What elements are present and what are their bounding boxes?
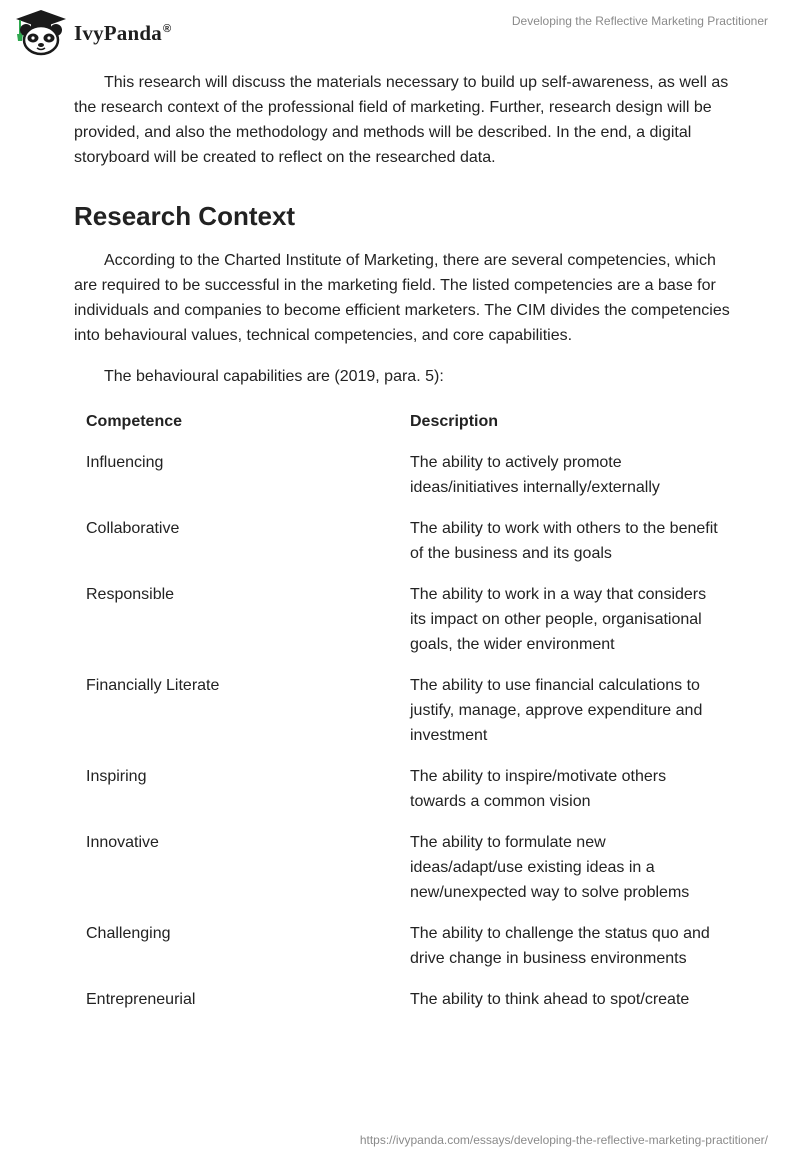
table-header-row xyxy=(74,403,734,442)
table-row xyxy=(74,756,734,822)
competencies-table xyxy=(74,403,734,1020)
description-cell: The ability to actively promote ideas/initiatives internally/externally xyxy=(410,454,660,496)
competence-cell: Challenging xyxy=(86,925,171,942)
essay-content xyxy=(74,70,734,1020)
description-cell: The ability to formulate new ideas/adapt/use existing ideas in a new/unexpected way to solve problems xyxy=(410,834,690,901)
intro-paragraph: This research will discuss the materials necessary to build up self-awareness, as well as the research context of the professional field of marketing. Further, research design will be provided, and also the methodology and methods will be described. In the end, a digital storyboard will be created to reflect on the researched data. xyxy=(74,74,729,166)
running-title: Developing the Reflective Marketing Practitioner xyxy=(511,14,768,28)
description-cell: The ability to challenge the status quo and drive change in business environments xyxy=(410,925,710,967)
table-row xyxy=(74,913,734,979)
description-cell: The ability to work in a way that considers its impact on other people, organisational goals, the wider environment xyxy=(410,586,707,653)
logo-wordmark xyxy=(74,21,171,46)
logo-wordmark-text: IvyPanda xyxy=(74,20,162,45)
competence-cell: Innovative xyxy=(86,834,159,851)
table-row xyxy=(74,442,734,508)
description-cell: The ability to use financial calculations to justify, manage, approve expenditure and investment xyxy=(410,677,703,744)
competence-cell: Entrepreneurial xyxy=(86,991,196,1008)
context-paragraph: According to the Charted Institute of Marketing, there are several competencies, which are required to be successful in the marketing field. The listed competencies are a base for individuals and companies to become efficient marketers. The CIM divides the competencies into behavioural values, technical competencies, and core capabilities. xyxy=(74,252,730,344)
source-url[interactable]: https://ivypanda.com/essays/developing-the-reflective-marketing-practitioner/ xyxy=(359,1133,768,1147)
page-header xyxy=(0,0,800,62)
table-row xyxy=(74,979,734,1020)
description-cell: The ability to work with others to the benefit of the business and its goals xyxy=(410,520,718,562)
competence-cell: Responsible xyxy=(86,586,175,603)
competence-cell: Collaborative xyxy=(86,520,180,537)
competence-cell: Influencing xyxy=(86,454,164,471)
table-row xyxy=(74,508,734,574)
table-row xyxy=(74,822,734,913)
description-cell: The ability to inspire/motivate others towards a common vision xyxy=(410,768,667,810)
logo-registered-mark: ® xyxy=(162,22,172,35)
column-header-competence: Competence xyxy=(86,413,183,430)
competence-cell: Inspiring xyxy=(86,768,147,785)
description-cell: The ability to think ahead to spot/create xyxy=(410,991,690,1008)
section-heading: Research Context xyxy=(74,201,296,231)
ivypanda-logo[interactable] xyxy=(14,8,171,56)
column-header-description: Description xyxy=(410,413,499,430)
competence-cell: Financially Literate xyxy=(86,677,220,694)
capabilities-intro: The behavioural capabilities are (2019, para. 5): xyxy=(104,368,444,385)
panda-graduate-icon xyxy=(14,8,68,56)
table-row xyxy=(74,665,734,756)
table-row xyxy=(74,574,734,665)
